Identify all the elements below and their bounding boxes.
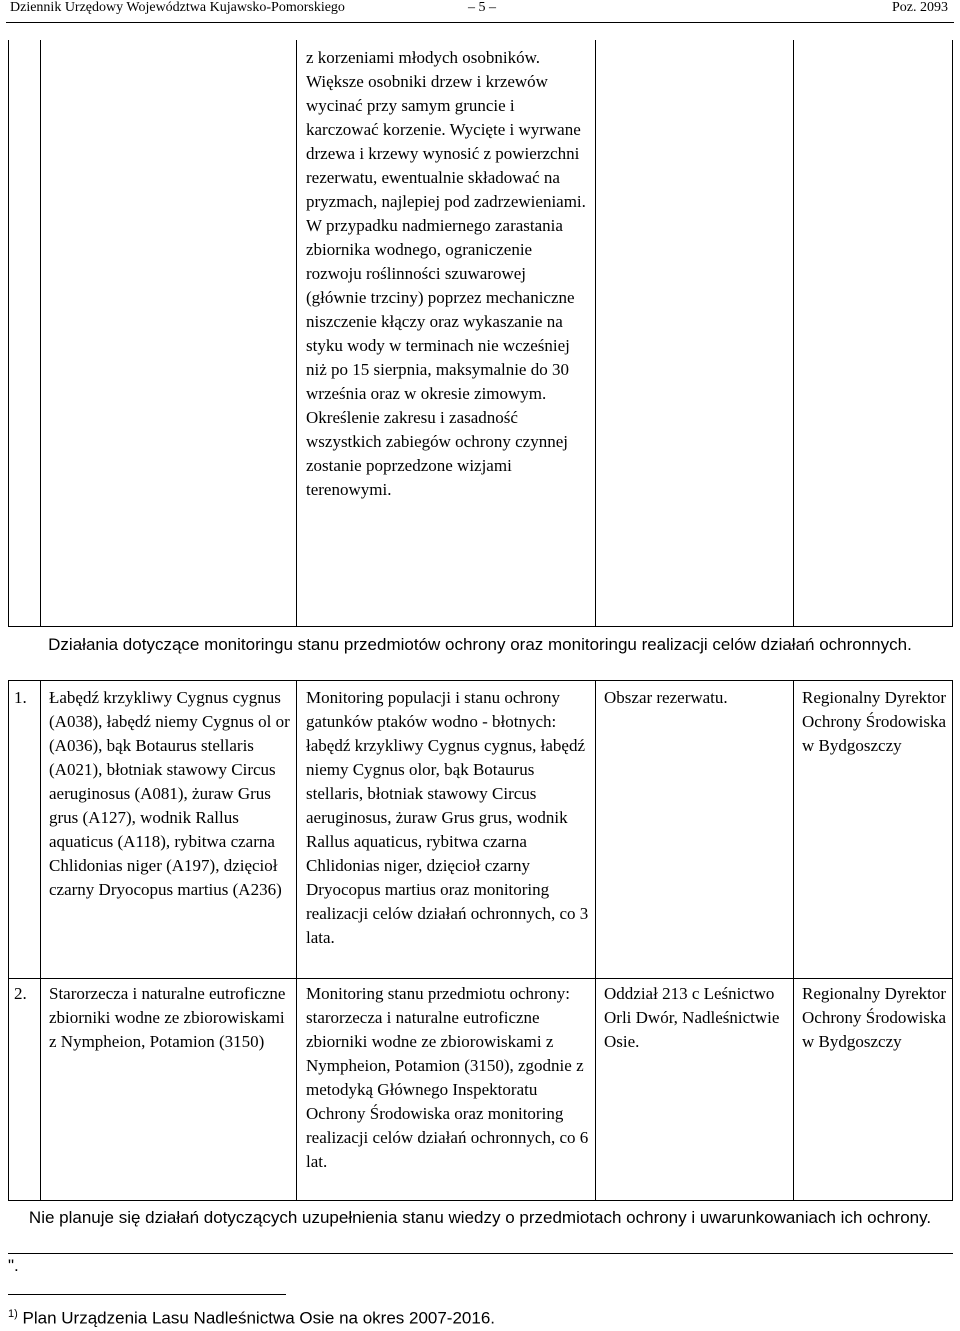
section-divider-top [8,626,953,627]
row-2-col-1 [8,680,9,1200]
footnote [8,1302,495,1331]
row-col-1 [40,680,41,1200]
header-rule [6,22,954,23]
table-border-col-1 [40,40,41,626]
table-border-col-2 [296,40,297,626]
row-1-area: Obszar rezerwatu. [604,688,728,707]
footnote-text: Plan Urządzenia Lasu Nadleśnictwa Osie na okres 2007-2016. [22,1308,496,1328]
page-header [0,0,960,24]
table-border-top-left [8,40,9,626]
row-1-number: 1. [14,688,27,707]
row-col-3 [595,680,596,1200]
table-last-border [8,1253,953,1254]
table-border-col-3 [595,40,596,626]
row-col-right [952,680,953,1200]
row-2-subject: Starorzecza i naturalne eutroficzne zbiorniki wodne ze zbiorowiskami z Nympheion, Potamion (3150) [49,984,286,1051]
row-col-2 [296,680,297,1200]
row-1-subject: Łabędź krzykliwy Cygnus cygnus (A038), łabędź niemy Cygnus ol or (A036), bąk Botaurus stellaris (A021), błotniak stawowy Circus aeruginosus (A081), żuraw Grus grus (A127), wodnik Rallus aquaticus (A118), rybitwa czarna Chlidonias niger (A197), dzięcioł czarny Dryocopus martius (A236) [49,688,290,899]
footnote-rule [8,1294,286,1295]
row-1-responsible: Regionalny Dyrektor Ochrony Środowiska w Bydgoszczy [802,688,947,755]
knowledge-statement: Nie planuje się działań dotyczących uzupełnienia stanu wiedzy o przedmiotach ochrony i uwarunkowaniach ich ochrony. [28,1208,932,1227]
table-border-right [952,40,953,626]
section-divider-bottom [8,680,953,681]
closing-quote: ". [8,1256,19,1275]
footnote-mark: 1) [8,1308,18,1320]
row-1-action: Monitoring populacji i stanu ochrony gatunków ptaków wodno - błotnych: łabędź krzykliwy Cygnus cygnus, łabędź niemy Cygnus olor, bąk Botaurus stellaris, błotniak stawowy Circus aeruginosus, żuraw Grus grus, wodnik Rallus aquaticus, rybitwa czarna Chlidonias niger, dzięcioł czarny Dryocopus martius oraz monitoring realizacji celów działań ochronnych, co 3 lata. [306,688,589,947]
row-2-area: Oddział 213 c Leśnictwo Orli Dwór, Nadleśnictwie Osie. [604,984,780,1051]
table-bottom-rule [8,1200,953,1201]
row-2-number: 2. [14,984,27,1003]
table-border-col-4 [793,40,794,626]
page-number: – 5 – [468,0,496,15]
row-2-responsible: Regionalny Dyrektor Ochrony Środowiska w Bydgoszczy [802,984,947,1051]
monitoring-section-title: Działania dotyczące monitoringu stanu przedmiotów ochrony oraz monitoringu realizacji celów działań ochronnych. [48,635,912,654]
row-divider [8,978,953,979]
row-2-action: Monitoring stanu przedmiotu ochrony: starorzecza i naturalne eutroficzne zbiorniki wodne ze zbiorowiskami z Nympheion, Potamion (3150), zgodnie z metodyką Głównego Inspektoratu Ochrony Środowiska oraz monitoring realizacji celów działań ochronnych, co 6 lat. [306,984,589,1171]
row-col-4 [793,680,794,1200]
continued-action-text: z korzeniami młodych osobników. Większe osobniki drzew i krzewów wycinać przy samym gruncie i karczować korzenie. Wycięte i wyrwane drzewa i krzewy wynosić z powierzchni rezerwatu, ewentualnie składować na pryzmach, najlepiej pod zadrzewieniami. W przypadku nadmiernego zarastania zbiornika wodnego, ograniczenie rozwoju roślinności szuwarowej (głównie trzciny) poprzez mechaniczne niszczenie kłączy oraz wykaszanie na styku wody w terminach nie wcześniej niż po 15 sierpnia, maksymalnie do 30 września oraz w okresie zimowym. Określenie zakresu i zasadność wszystkich zabiegów ochrony czynnej zostanie poprzedzone wizjami terenowymi. [306,48,586,499]
position-number: Poz. 2093 [892,0,948,15]
journal-title: Dziennik Urzędowy Województwa Kujawsko-Pomorskiego [10,0,345,15]
